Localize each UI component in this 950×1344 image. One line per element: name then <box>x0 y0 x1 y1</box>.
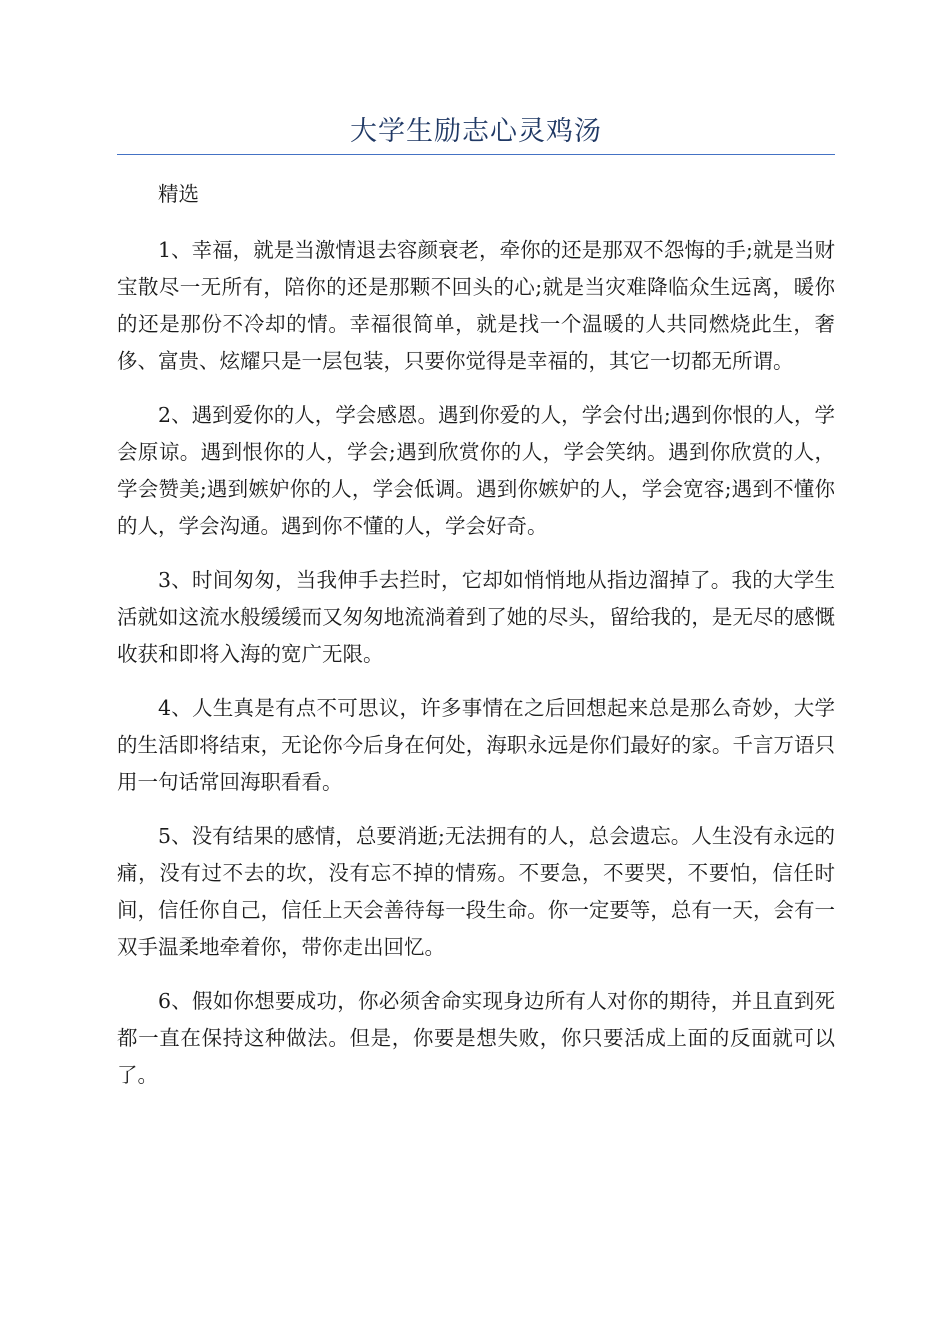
paragraph: 1、幸福，就是当激情退去容颜衰老，牵你的还是那双不怨悔的手;就是当财宝散尽一无所有，陪你的还是那颗不回头的心;就是当灾难降临众生远离，暖你的还是那份不冷却的情。幸福很简单，就是找一个温暖的人共同燃烧此生，奢侈、富贵、炫耀只是一层包装，只要你觉得是幸福的，其它一切都无所谓。 <box>117 238 835 373</box>
title-underline <box>117 154 835 155</box>
paragraph: 2、遇到爱你的人，学会感恩。遇到你爱的人，学会付出;遇到你恨的人，学会原谅。遇到恨你的人，学会;遇到欣赏你的人，学会笑纳。遇到你欣赏的人，学会赞美;遇到嫉妒你的人，学会低调。遇到你嫉妒的人，学会宽容;遇到不懂你的人，学会沟通。遇到你不懂的人，学会好奇。 <box>117 403 835 538</box>
document-body <box>117 176 835 1111</box>
paragraph: 4、人生真是有点不可思议，许多事情在之后回想起来总是那么奇妙，大学的生活即将结束，无论你今后身在何处，海职永远是你们最好的家。千言万语只用一句话常回海职看看。 <box>117 696 835 794</box>
section-label: 精选 <box>158 182 199 206</box>
paragraph: 5、没有结果的感情，总要消逝;无法拥有的人，总会遗忘。人生没有永远的痛，没有过不去的坎，没有忘不掉的情殇。不要急，不要哭，不要怕，信任时间，信任你自己，信任上天会善待每一段生命。你一定要等，总有一天，会有一双手温柔地牵着你，带你走出回忆。 <box>117 824 835 959</box>
paragraph: 6、假如你想要成功，你必须舍命实现身边所有人对你的期待，并且直到死都一直在保持这种做法。但是，你要是想失败，你只要活成上面的反面就可以了。 <box>117 989 835 1087</box>
document-title: 大学生励志心灵鸡汤 <box>350 116 602 147</box>
paragraph: 3、时间匆匆，当我伸手去拦时，它却如悄悄地从指边溜掉了。我的大学生活就如这流水般缓缓而又匆匆地流淌着到了她的尽头，留给我的，是无尽的感慨收获和即将入海的宽广无限。 <box>117 568 835 666</box>
